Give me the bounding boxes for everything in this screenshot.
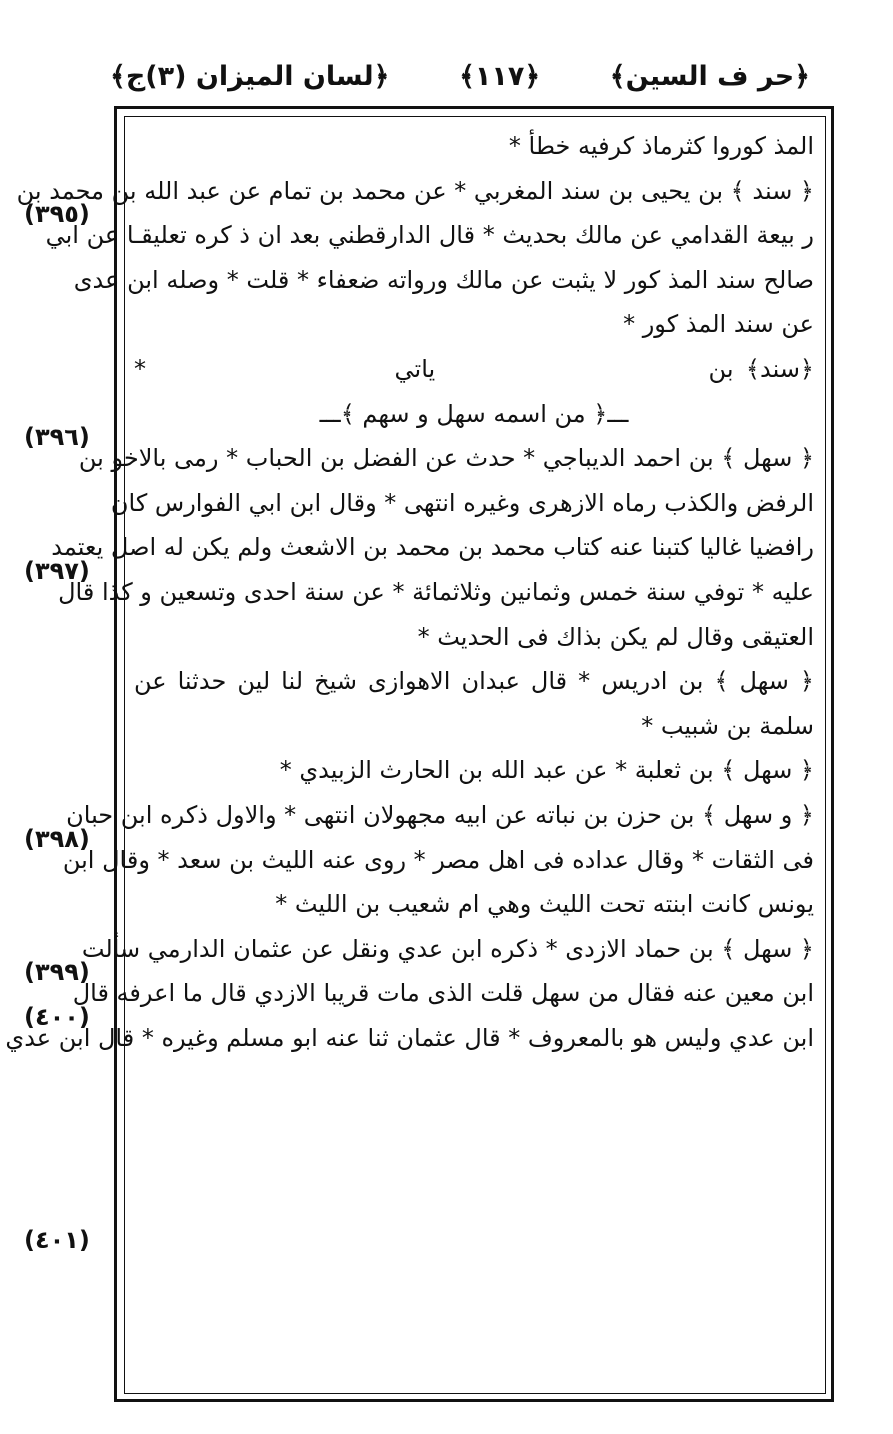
text-line: ﴿ سند ﴾ بن يحيى بن سند المغربي * عن محمد بن تمام عن عبد الله بن محمد بن	[16, 176, 814, 205]
text-line: ﴿ و سهل ﴾ بن حزن بن نباته عن ابيه مجهولان انتهى * والاول ذكره ابن حبان	[66, 800, 814, 829]
text-line: عن سند المذ كور *	[623, 310, 814, 339]
text-line: يونس كانت ابنته تحت الليث وهي ام شعيب بن الليث *	[275, 890, 814, 919]
text-line: ابن عدي وليس هو بالمعروف * قال عثمان ثنا عنه ابو مسلم وغيره * قال ابن عدي	[5, 1023, 814, 1052]
text-line: رافضيا غاليا كتبنا عنه كتاب محمد بن محمد بن الاشعث ولم يكن له اصل يعتمد	[51, 533, 814, 562]
text-line: العتيقى وقال لم يكن بذاك فى الحديث *	[417, 622, 814, 651]
text-line: ﴿ سهل ﴾ بن احمد الديباجي * حدث عن الفضل بن الحباب * رمى بالاخو بن	[78, 444, 814, 473]
text-line: الرفض والكذب رماه الازهرى وغيره انتهى * وقال ابن ابي الفوارس كان	[110, 488, 814, 517]
text-line: سلمة بن شبيب *	[641, 711, 814, 740]
text-line: ﴿ سهل ﴾ بن حماد الازدى * ذكره ابن عدي ونقل عن عثمان الدارمي سألت	[81, 934, 814, 963]
text-line: عليه * توفي سنة خمس وثمانين وثلاثمائة * عن سنة احدى وتسعين و كذا قال	[58, 577, 814, 606]
entry-number-397: (٣٩٧)	[24, 557, 90, 585]
header-book-title: ﴿لسان الميزان (٣)ج﴾	[110, 60, 390, 92]
section-heading: ـــ﴿ من اسمه سهل و سهم ﴾ـــ	[319, 399, 629, 428]
text-line: فى الثقات * وقال عداده فى اهل مصر * روى عنه الليث بن سعد * وقال ابن	[62, 845, 814, 874]
entry-number-400: (٤٠٠)	[24, 1003, 90, 1031]
entry-number-396: (٣٩٦)	[24, 423, 90, 451]
header-page-number: ﴿١١٧﴾	[459, 60, 541, 92]
entry-number-401: (٤٠١)	[24, 1226, 90, 1254]
entry-number-395: (٣٩٥)	[24, 200, 90, 228]
page-header	[110, 52, 810, 100]
text-line: المذ كوروا كثرماذ كرفيه خطأ *	[508, 132, 814, 160]
entry-number-398: (٣٩٨)	[24, 825, 90, 853]
entry-number-399: (٣٩٩)	[24, 958, 90, 986]
text-line: ﴿ سهل ﴾ بن ثعلبة * عن عبد الله بن الحارث الزبيدي *	[279, 756, 814, 785]
header-chapter: ﴿حر ف السين﴾	[609, 60, 810, 92]
text-line: صالح سند المذ كور لا يثبت عن مالك ورواته ضعفاء * قلت * وصله ابن عدى	[73, 265, 814, 294]
text-line: ر بيعة القدامي عن مالك بحديث * قال الدارقطني بعد ان ذ كره تعليقـا عن ابي	[45, 221, 814, 250]
text-line: ﴿ سهل ﴾ بن ادريس * قال عبدان الاهوازى شيخ لنا لين حدثنا عن	[134, 667, 814, 696]
text-line: ابن معين عنه فقال من سهل قلت الذى مات قريبا الازدي قال ما اعرفه قال	[72, 979, 814, 1008]
text-line: ﴿سند﴾ بن ياتي *	[134, 354, 814, 383]
